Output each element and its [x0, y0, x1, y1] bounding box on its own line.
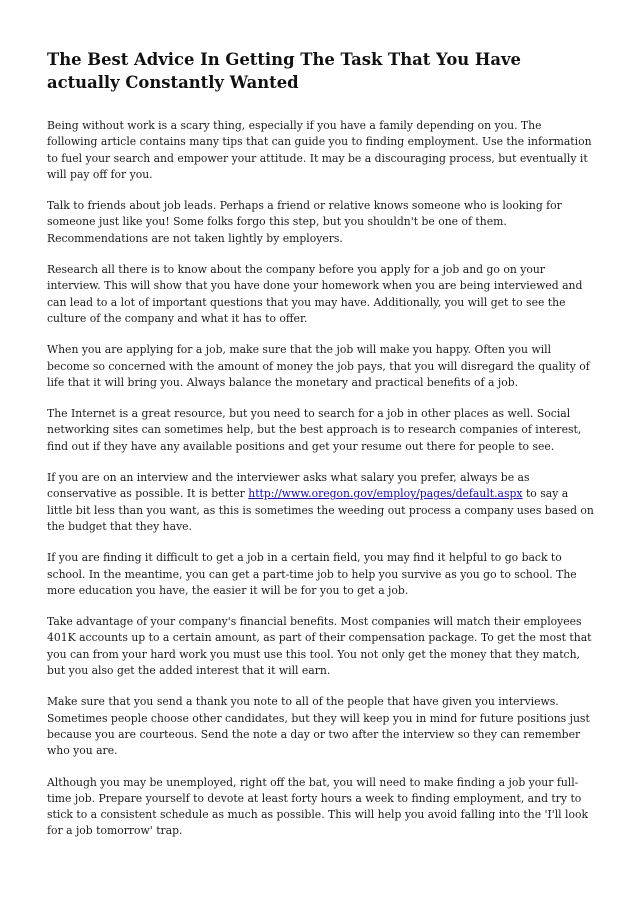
paragraph-thank-you: Make sure that you send a thank you note to all of the people that have given you interviews. Sometimes people choose other candidates, but they will keep you in mind for future positions just because you are courteous. Send the note a day or two after the interview so they can remember who you are.: [47, 695, 590, 758]
salary-text-before: If you are on an interview and the interviewer asks what salary you prefer, always be as conservative as possible. It is better: [47, 471, 530, 501]
paragraph-benefits: Take advantage of your company's financial benefits. Most companies will match their employees 401K accounts up to a certain amount, as part of their compensation package. To get the most that you can from your hard work you must use this tool. You not only get the money that they match, but you also get the added interest that it will earn.: [47, 615, 592, 678]
paragraph-salary: [47, 470, 595, 535]
oregon-employ-link[interactable]: http://www.oregon.gov/employ/pages/default.aspx: [248, 487, 523, 501]
salary-text-after: to say a little bit less than you want, as this is sometimes the weeding out process a company uses based on the budget that they have.: [47, 487, 594, 533]
document-title: The Best Advice In Getting The Task That You Have actually Constantly Wanted: [47, 50, 521, 92]
paragraph-happiness: When you are applying for a job, make sure that the job will make you happy. Often you will become so concerned with the amount of money the job pays, that you will disregard the quality of life that it will bring you. Always balance the monetary and practical benefits of a job.: [47, 343, 590, 389]
paragraph-intro: Being without work is a scary thing, especially if you have a family depending on you. The following article contains many tips that can guide you to finding employment. Use the information to fuel your search and empower your attitude. It may be a discouraging process, but eventually it will pay off for you.: [47, 119, 592, 181]
paragraph-friends: Talk to friends about job leads. Perhaps a friend or relative knows someone who is looking for someone just like you! Some folks forgo this step, but you shouldn't be one of them. Recommendations are not taken lightly by employers.: [47, 199, 562, 245]
paragraph-full-time: Although you may be unemployed, right off the bat, you will need to make finding a job your full-time job. Prepare yourself to devote at least forty hours a week to finding employment, and try to stick to a consistent schedule as much as possible. This will help you avoid falling into the 'I'll look for a job tomorrow' trap.: [47, 775, 589, 838]
paragraph-internet: The Internet is a great resource, but you need to search for a job in other places as well. Social networking sites can sometimes help, but the best approach is to research companies of interest, find out if they have any available positions and get your resume out there for people to see.: [47, 407, 582, 453]
paragraph-school: If you are finding it difficult to get a job in a certain field, you may find it helpful to go back to school. In the meantime, you can get a part-time job to help you survive as you go to school. The more education you have, the easier it will be for you to get a job.: [47, 551, 577, 597]
paragraph-research: Research all there is to know about the company before you apply for a job and go on your interview. This will show that you have done your homework when you are being interviewed and can lead to a lot of important questions that you may have. Additionally, you will get to see the culture of the company and what it has to offer.: [47, 263, 583, 325]
document-page: [47, 48, 595, 855]
